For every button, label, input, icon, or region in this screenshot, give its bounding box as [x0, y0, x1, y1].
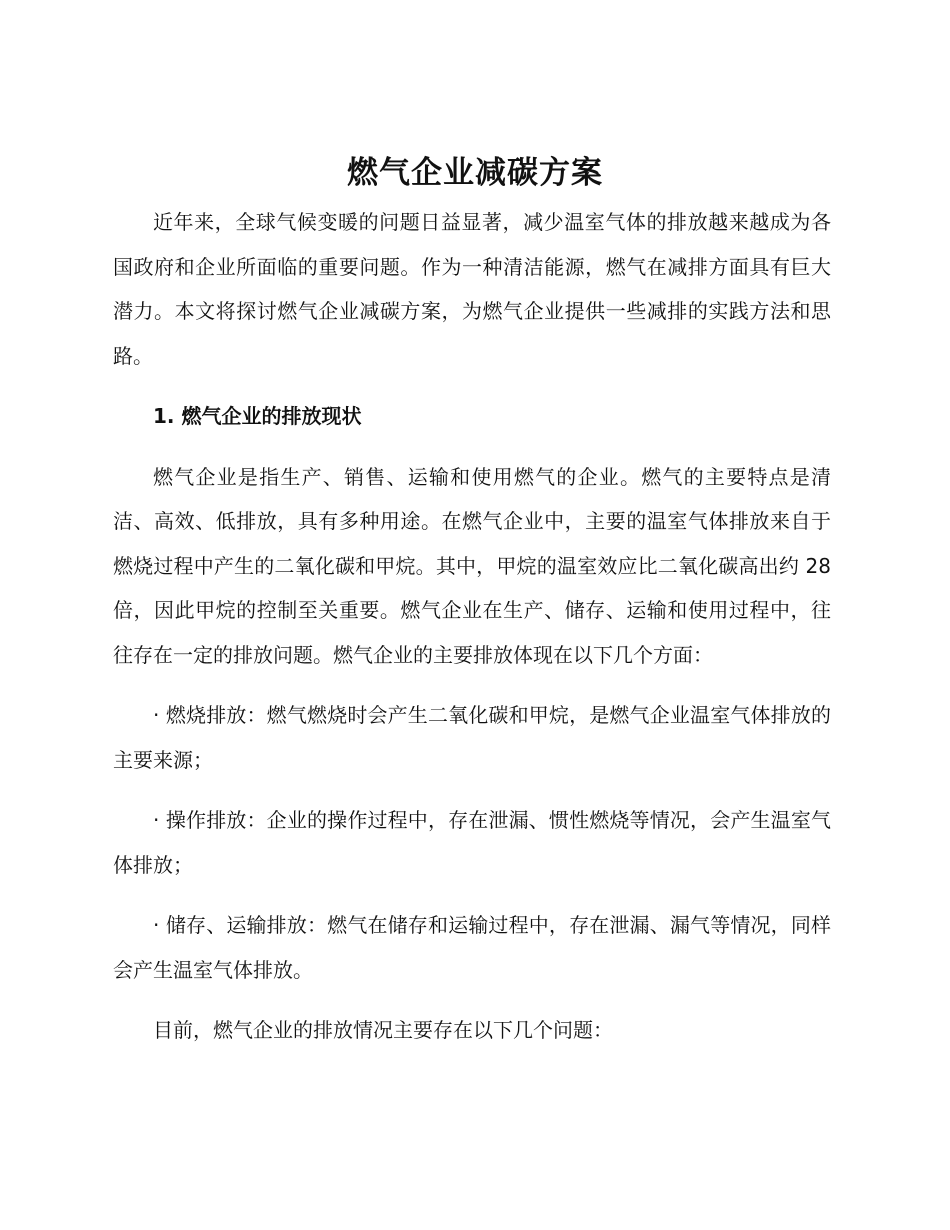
bullet-combustion: · 燃烧排放：燃气燃烧时会产生二氧化碳和甲烷，是燃气企业温室气体排放的主要来源；: [113, 703, 831, 772]
document-body: [113, 200, 831, 1053]
status-paragraph: 燃气企业是指生产、销售、运输和使用燃气的企业。燃气的主要特点是清洁、高效、低排放，具有多种用途。在燃气企业中，主要的温室气体排放来自于燃烧过程中产生的二氧化碳和甲烷。其中，甲烷的温室效应比二氧化碳高出约 28 倍，因此甲烷的控制至关重要。燃气企业在生产、储存、运输和使用过程中，往往存在一定的排放问题。燃气企业的主要排放体现在以下几个方面：: [113, 464, 831, 667]
bullet-storage-transport: · 储存、运输排放：燃气在储存和运输过程中，存在泄漏、漏气等情况，同样会产生温室气体排放。: [113, 913, 831, 982]
intro-paragraph: 近年来，全球气候变暖的问题日益显著，减少温室气体的排放越来越成为各国政府和企业所面临的重要问题。作为一种清洁能源，燃气在减排方面具有巨大潜力。本文将探讨燃气企业减碳方案，为燃气企业提供一些减排的实践方法和思路。: [113, 210, 831, 368]
problems-intro-paragraph: 目前，燃气企业的排放情况主要存在以下几个问题：: [153, 1018, 613, 1042]
section-heading: 1. 燃气企业的排放现状: [153, 404, 362, 428]
bullet-operation: · 操作排放：企业的操作过程中，存在泄漏、惯性燃烧等情况，会产生温室气体排放；: [113, 808, 831, 877]
document-title: 燃气企业减碳方案: [347, 155, 603, 191]
